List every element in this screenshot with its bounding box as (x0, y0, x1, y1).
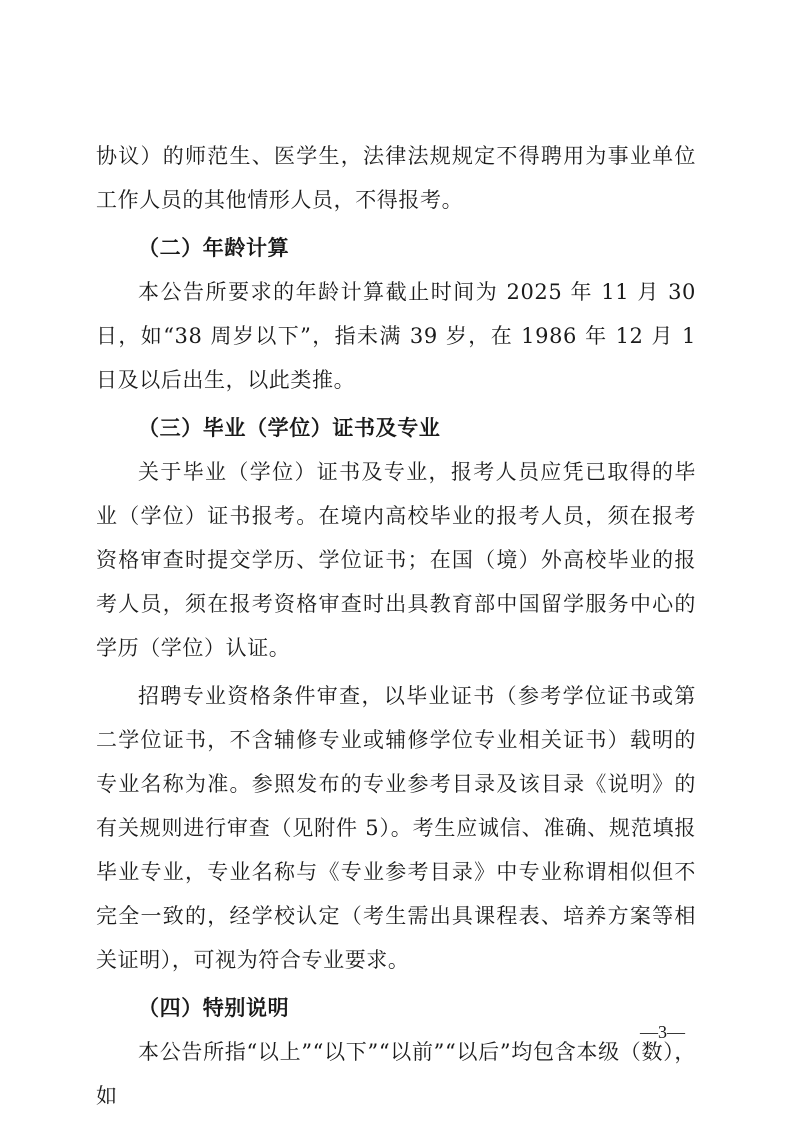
paragraph-certificate-1: 关于毕业（学位）证书及专业，报考人员应凭已取得的毕业（学位）证书报考。在境内高校毕业的报考人员，须在报考资格审查时提交学历、学位证书；在国（境）外高校毕业的报考人员，须在报考资格审查时出具教育部中国留学服务中心的学历（学位）认证。 (96, 460, 696, 660)
section-heading-special: （四）特别说明 (138, 995, 290, 1020)
paragraph-special: 本公告所指“以上”“以下”“以前”“以后”均包含本级（数），如 (96, 1040, 696, 1108)
page-number: —3— (640, 1022, 685, 1042)
section-heading-age: （二）年龄计算 (138, 235, 290, 260)
section-heading-certificate: （三）毕业（学位）证书及专业 (138, 415, 441, 440)
paragraph-certificate-2: 招聘专业资格条件审查，以毕业证书（参考学位证书或第二学位证书，不含辅修专业或辅修学位专业相关证书）载明的专业名称为准。参照发布的专业参考目录及该目录《说明》的有关规则进行审查（见附件 5）。考生应诚信、准确、规范填报毕业专业，专业名称与《专业参考目录》中专业称谓相似但不完全一致的，经学校认定（考生需出具课程表、培养方案等相关证明），可视为符合专业要求。 (96, 684, 696, 972)
paragraph-age: 本公告所要求的年龄计算截止时间为 2025 年 11 月 30 日，如“38 周岁以下”，指未满 39 岁，在 1986 年 12 月 1 日及以后出生，以此类推。 (96, 280, 696, 392)
document-body (96, 134, 696, 1118)
paragraph-intro: 协议）的师范生、医学生，法律法规规定不得聘用为事业单位工作人员的其他情形人员，不得报考。 (96, 144, 696, 212)
